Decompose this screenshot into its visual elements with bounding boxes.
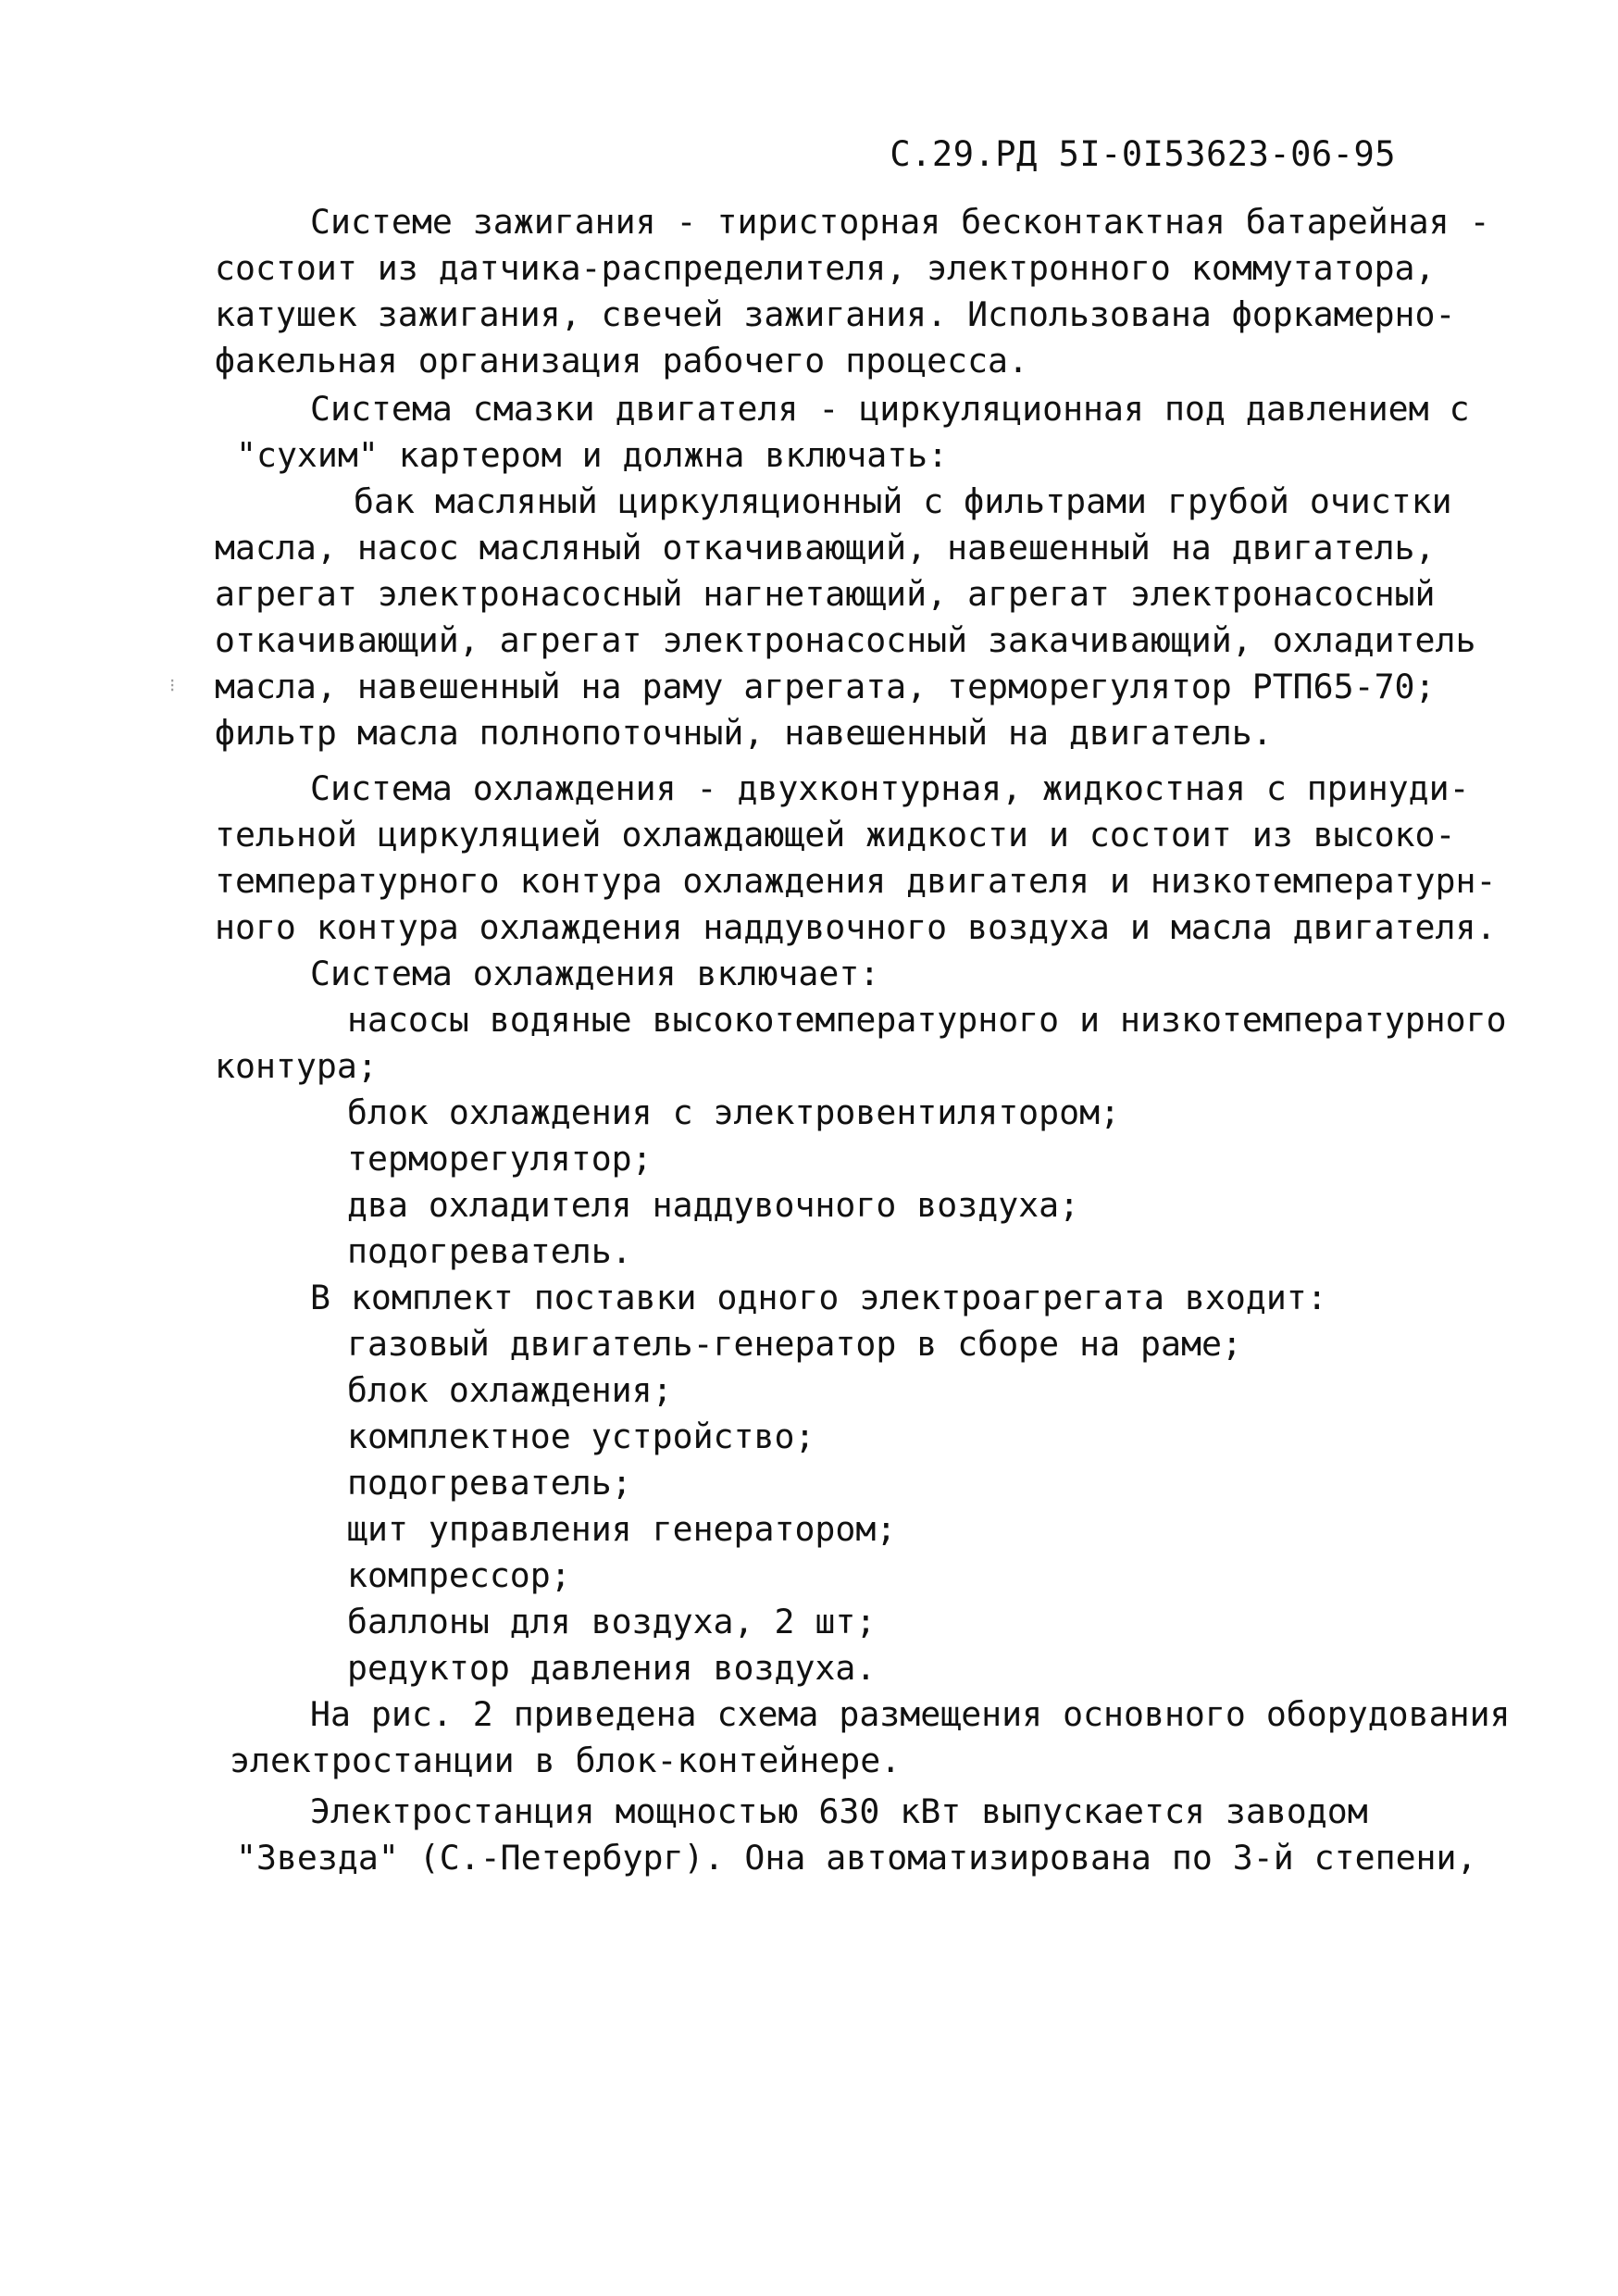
text-line: терморегулятор;	[347, 1139, 653, 1179]
margin-mark: ⁝	[169, 674, 176, 696]
text-line: подогреватель.	[347, 1231, 632, 1271]
text-line: "Звезда" (С.-Петербург). Она автоматизирована по 3-й степени,	[236, 1838, 1477, 1878]
text-line: катушек зажигания, свечей зажигания. Использована форкамерно-	[215, 294, 1456, 334]
text-line: температурного контура охлаждения двигателя и низкотемпературн-	[215, 861, 1497, 901]
text-line: Электростанция мощностью 630 кВт выпускается заводом	[310, 1791, 1368, 1831]
text-line: ного контура охлаждения наддувочного воздуха и масла двигателя.	[215, 907, 1497, 947]
text-line: щит управления генератором;	[347, 1509, 897, 1549]
text-line: Система охлаждения - двухконтурная, жидкостная с принуди-	[310, 768, 1470, 808]
text-line: электростанции в блок-контейнере.	[230, 1741, 902, 1780]
text-line: Система охлаждения включает:	[310, 954, 880, 993]
page-header: С.29.РД 5І-0І53623-06-95	[890, 134, 1396, 174]
text-line: масла, насос масляный откачивающий, навешенный на двигатель,	[215, 528, 1436, 568]
text-line: агрегат электронасосный нагнетающий, агрегат электронасосный	[215, 574, 1436, 614]
text-line: Система смазки двигателя - циркуляционная под давлением с	[310, 389, 1470, 429]
text-line: редуктор давления воздуха.	[347, 1648, 877, 1688]
text-line: насосы водяные высокотемпературного и низкотемпературного	[347, 1000, 1507, 1040]
text-line: Системе зажигания - тиристорная бесконтактная батарейная -	[310, 202, 1490, 242]
text-line: компрессор;	[347, 1555, 571, 1595]
text-line: На рис. 2 приведена схема размещения основного оборудования	[310, 1694, 1511, 1734]
text-line: блок охлаждения с электровентилятором;	[347, 1092, 1121, 1132]
text-line: контура;	[215, 1046, 378, 1086]
text-line: бак масляный циркуляционный с фильтрами грубой очистки	[354, 481, 1452, 521]
text-line: масла, навешенный на раму агрегата, терморегулятор РТП65-70;	[215, 667, 1436, 706]
text-line: комплектное устройство;	[347, 1416, 815, 1456]
text-line: "сухим" картером и должна включать:	[236, 435, 949, 475]
text-line: блок охлаждения;	[347, 1370, 673, 1410]
text-line: В комплект поставки одного электроагрегата входит:	[310, 1278, 1327, 1317]
text-line: факельная организация рабочего процесса.	[215, 341, 1028, 381]
text-line: газовый двигатель-генератор в сборе на раме;	[347, 1324, 1242, 1364]
text-line: подогреватель;	[347, 1463, 632, 1503]
text-line: баллоны для воздуха, 2 шт;	[347, 1602, 877, 1641]
text-line: фильтр масла полнопоточный, навешенный на двигатель.	[215, 713, 1273, 753]
text-line: откачивающий, агрегат электронасосный закачивающий, охладитель	[215, 620, 1476, 660]
text-line: два охладителя наддувочного воздуха;	[347, 1185, 1080, 1225]
text-line: тельной циркуляцией охлаждающей жидкости и состоит из высоко-	[215, 815, 1456, 855]
text-line: состоит из датчика-распределителя, электронного коммутатора,	[215, 248, 1436, 288]
